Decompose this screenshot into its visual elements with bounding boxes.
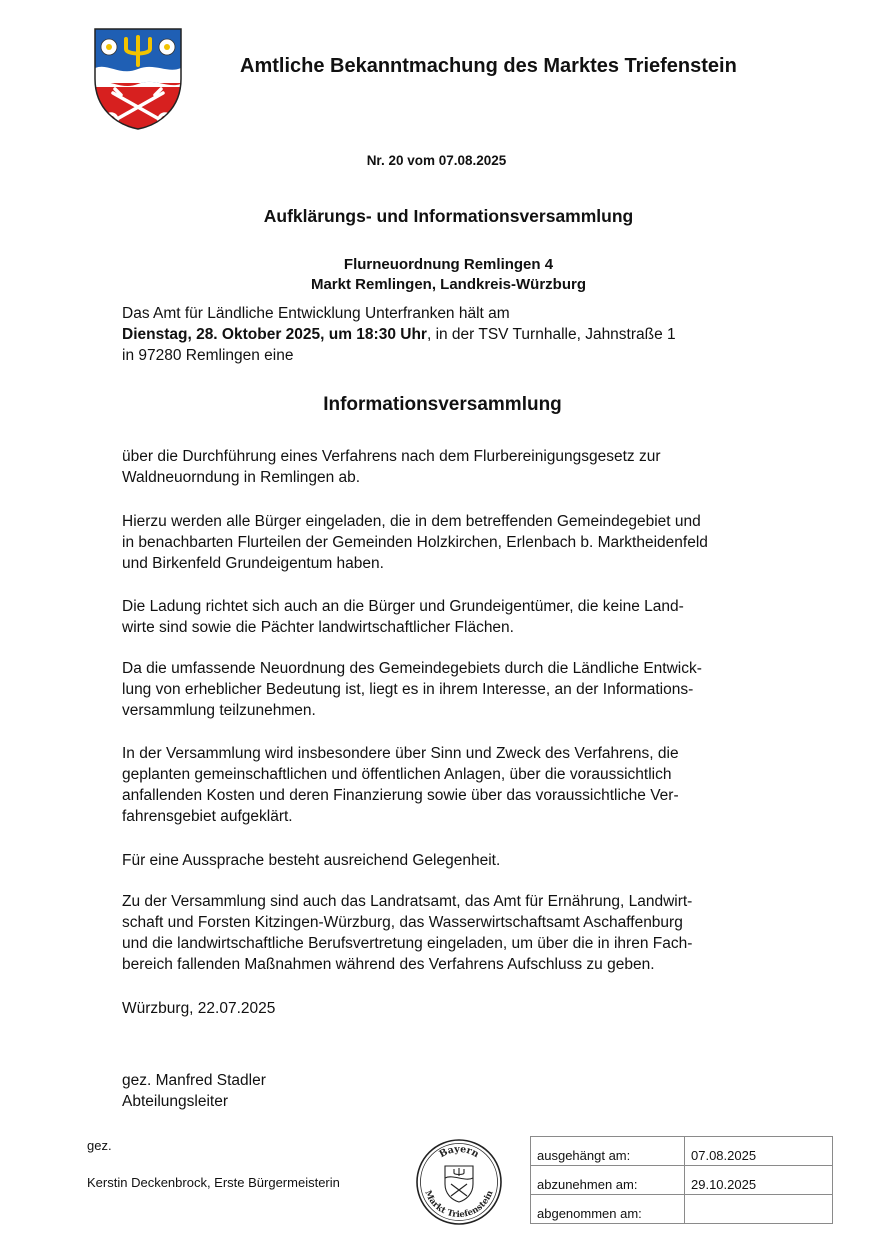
paragraph-line: und die landwirtschaftliche Berufsvertretung eingeladen, um über die in ihren Fach- [122,935,693,952]
coat-of-arms-logo [93,27,183,131]
paragraph-line: anfallenden Kosten und deren Finanzierung sowie über das voraussichtliche Ver- [122,787,679,804]
paragraph [122,658,702,721]
page-title: Amtliche Bekanntmachung des Marktes Triefenstein [240,55,737,77]
paragraph-line: wirte sind sowie die Pächter landwirtschaftlicher Flächen. [122,619,514,636]
paragraph-line: über die Durchführung eines Verfahrens nach dem Flurbereinigungsgesetz zur [122,448,661,465]
paragraph-line: geplanten gemeinschaftlichen und öffentlichen Anlagen, über die voraussichtlich [122,766,672,783]
paragraph-line: fahrensgebiet aufgeklärt. [122,808,293,825]
signature-block [122,1070,266,1112]
paragraph-line: Waldneuorndung in Remlingen ab. [122,469,361,486]
paragraph [122,511,708,574]
official-seal [415,1138,503,1226]
notice-heading: Aufklärungs- und Informationsversammlung [263,206,634,226]
removal-due-label: abzunehmen am: [531,1166,685,1195]
paragraph-line: Hierzu werden alle Bürger eingeladen, die in dem betreffenden Gemeindegebiet und [122,513,701,530]
rose-icon [159,39,175,55]
posted-date-value: 07.08.2025 [685,1137,833,1166]
paragraph [122,891,692,975]
paragraph-line: lung von erheblicher Bedeutung ist, liegt es in ihrem Interesse, an der Informations- [122,681,694,698]
removed-date-label: abgenommen am: [531,1195,685,1224]
paragraph [122,446,661,488]
paragraph-line: versammlung teilzunehmen. [122,702,316,719]
intro-line [122,324,676,345]
table-row [531,1137,833,1166]
paragraph-line: Zu der Versammlung sind auch das Landratsamt, das Amt für Ernährung, Landwirt- [122,893,693,910]
intro-paragraph [122,303,676,366]
paragraph-line: in benachbarten Flurteilen der Gemeinden Holzkirchen, Erlenbach b. Marktheidenfeld [122,534,708,551]
seal-top-text: Bayern [437,1143,481,1161]
intro-line: in 97280 Remlingen eine [122,347,294,364]
meeting-date-time: Dienstag, 28. Oktober 2025, um 18:30 Uhr [122,326,427,343]
section-heading: Informationsversammlung [323,394,562,415]
signer-title: Abteilungsleiter [122,1093,228,1110]
signer-name: gez. Manfred Stadler [122,1072,266,1089]
posted-date-label: ausgehängt am: [531,1137,685,1166]
paragraph-line: bereich fallenden Maßnahmen während des Verfahrens Aufschluss zu geben. [122,956,655,973]
mayor-name: Kerstin Deckenbrock, Erste Bürgermeisterin [87,1175,340,1190]
paragraph [122,850,500,871]
intro-line: Das Amt für Ländliche Entwicklung Unterfranken hält am [122,305,510,322]
removed-date-value [685,1195,833,1224]
issue-number: Nr. 20 vom 07.08.2025 [366,153,507,168]
paragraph-line: Die Ladung richtet sich auch an die Bürger und Grundeigentümer, die keine Land- [122,598,684,615]
table-row [531,1166,833,1195]
mayor-gez: gez. [87,1138,112,1153]
removal-due-value: 29.10.2025 [685,1166,833,1195]
paragraph [122,743,679,827]
notice-subheading-project: Flurneuordnung Remlingen 4 [343,256,554,273]
posting-status-table [530,1136,833,1224]
paragraph [122,596,684,638]
paragraph-line: Da die umfassende Neuordnung des Gemeindegebiets durch die Ländliche Entwick- [122,660,702,677]
seal-bottom-text: Markt Triefenstein [422,1189,496,1221]
paragraph-line: und Birkenfeld Grundeigentum haben. [122,555,384,572]
meeting-venue: , in der TSV Turnhalle, Jahnstraße 1 [426,326,676,343]
paragraph-line: In der Versammlung wird insbesondere über Sinn und Zweck des Verfahrens, die [122,745,679,762]
place-date: Würzburg, 22.07.2025 [122,1000,276,1017]
paragraph-line: schaft und Forsten Kitzingen-Würzburg, das Wasserwirtschaftsamt Aschaffenburg [122,914,683,931]
rose-icon [101,39,117,55]
table-row [531,1195,833,1224]
notice-subheading-location: Markt Remlingen, Landkreis-Würzburg [310,276,587,293]
paragraph-line: Für eine Aussprache besteht ausreichend Gelegenheit. [122,852,501,869]
